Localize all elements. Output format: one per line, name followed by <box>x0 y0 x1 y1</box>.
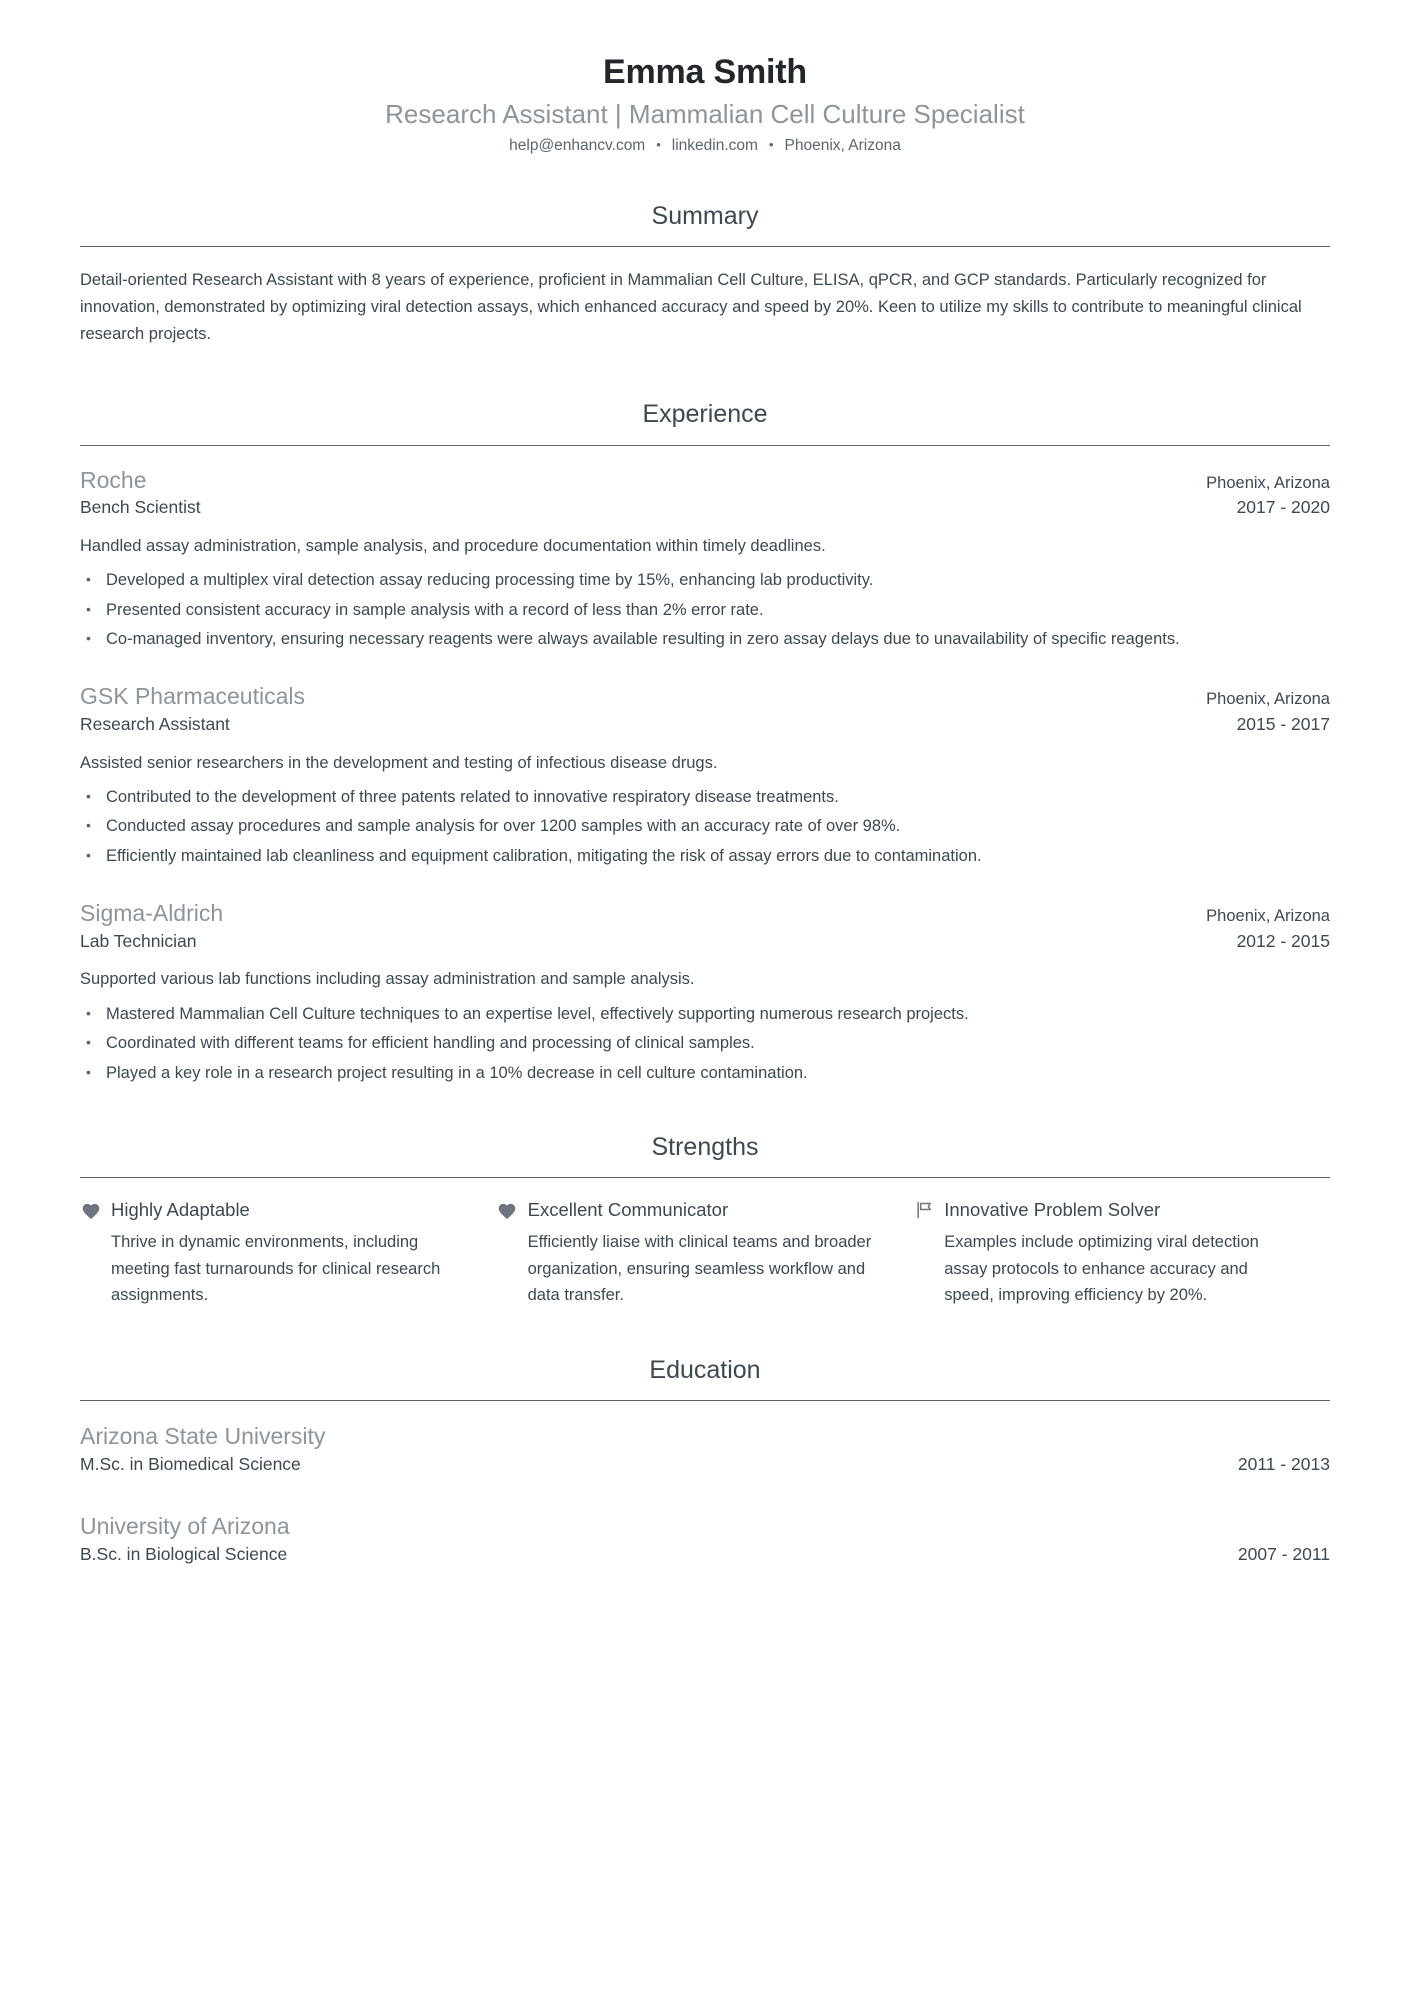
strength-item <box>497 1198 914 1308</box>
entry-bullet-list <box>80 1001 1330 1086</box>
strengths-grid <box>80 1198 1330 1308</box>
section-title-education: Education <box>649 1355 761 1384</box>
entry-role: Research Assistant <box>80 714 230 735</box>
strength-title: Excellent Communicator <box>527 1199 729 1221</box>
contact-location: Phoenix, Arizona <box>784 136 901 154</box>
entry-header-row <box>80 899 1330 929</box>
entry-location: Phoenix, Arizona <box>1206 907 1330 926</box>
experience-body <box>80 446 1330 1086</box>
professional-headline: Research Assistant | Mammalian Cell Culture Specialist <box>385 98 1025 129</box>
entry-role: Bench Scientist <box>80 497 201 518</box>
entry-bullet-list <box>80 567 1330 652</box>
education-row <box>80 1454 1330 1475</box>
resume-header <box>80 52 1330 155</box>
entry-subheader-row <box>80 712 1330 737</box>
entry-location: Phoenix, Arizona <box>1206 690 1330 709</box>
contact-separator-icon: • <box>768 137 774 153</box>
education-entry <box>80 1421 1330 1475</box>
strength-item <box>80 1198 497 1308</box>
list-item: • Coordinated with different teams for efficient handling and processing of clinical samples. <box>80 1030 1330 1056</box>
entry-dates: 2012 - 2015 <box>1236 931 1330 952</box>
summary-text: Detail-oriented Research Assistant with 8 years of experience, proficient in Mammalian Cell Culture, ELISA, qPCR, and GCP standards. Particularly recognized for innovation, demonstrated by optimizing viral detection assays, which enhanced accuracy and speed by 20%. Keen to utilize my skills to contribute to meaningful clinical research projects. <box>80 271 1302 343</box>
list-item: • Played a key role in a research project resulting in a 10% decrease in cell culture contamination. <box>80 1060 1330 1086</box>
strength-header <box>497 1198 874 1222</box>
strength-description: Efficiently liaise with clinical teams and broader organization, ensuring seamless workflow and data transfer. <box>527 1233 872 1305</box>
contact-separator-icon: • <box>656 137 661 153</box>
section-experience <box>80 399 1330 1086</box>
education-body <box>80 1401 1330 1565</box>
contact-linkedin[interactable]: linkedin.com <box>671 136 758 154</box>
contact-line <box>80 137 1330 155</box>
entry-role: Lab Technician <box>80 931 197 952</box>
strength-description: Thrive in dynamic environments, including meeting fast turnarounds for clinical research assignments. <box>111 1233 441 1305</box>
list-item: • Conducted assay procedures and sample analysis for over 1200 samples with an accuracy rate of over 98%. <box>80 813 1330 839</box>
flag-icon <box>913 1200 934 1221</box>
experience-entry <box>80 899 1330 1086</box>
education-row <box>80 1544 1330 1565</box>
entry-description: Handled assay administration, sample analysis, and procedure documentation within timely deadlines. <box>80 536 826 555</box>
heart-icon <box>497 1200 518 1221</box>
entry-header-row <box>80 466 1330 496</box>
section-summary <box>80 201 1330 347</box>
experience-entry <box>80 466 1330 653</box>
education-degree: M.Sc. in Biomedical Science <box>80 1453 301 1474</box>
entry-location: Phoenix, Arizona <box>1206 473 1330 492</box>
section-title-experience: Experience <box>642 400 768 429</box>
entry-bullet-list <box>80 784 1330 869</box>
strength-title: Highly Adaptable <box>111 1199 250 1221</box>
section-strengths <box>80 1132 1330 1308</box>
education-dates: 2011 - 2013 <box>1237 1453 1330 1474</box>
entry-description: Supported various lab functions including assay administration and sample analysis. <box>80 970 695 989</box>
education-entry <box>80 1511 1330 1565</box>
section-title-strengths: Strengths <box>651 1133 759 1162</box>
education-school: Arizona State University <box>80 1422 326 1449</box>
entry-company: GSK Pharmaceuticals <box>80 683 305 710</box>
list-item: • Efficiently maintained lab cleanliness and equipment calibration, mitigating the risk of assay errors due to contamination. <box>80 843 1330 869</box>
section-education <box>80 1355 1330 1565</box>
page-title: Emma Smith <box>603 53 807 91</box>
strength-header <box>913 1198 1290 1222</box>
section-title-summary: Summary <box>651 201 759 230</box>
entry-company: Sigma-Aldrich <box>80 900 224 927</box>
list-item: • Contributed to the development of three patents related to innovative respiratory disease treatments. <box>80 784 1330 810</box>
strength-description: Examples include optimizing viral detection assay protocols to enhance accuracy and speed, improving efficiency by 20%. <box>944 1233 1259 1305</box>
strength-title: Innovative Problem Solver <box>944 1199 1161 1221</box>
contact-email[interactable]: help@enhancv.com <box>509 136 646 154</box>
experience-entry <box>80 682 1330 869</box>
strengths-body <box>80 1178 1330 1308</box>
entry-description: Assisted senior researchers in the development and testing of infectious disease drugs. <box>80 753 718 772</box>
education-dates: 2007 - 2011 <box>1237 1543 1330 1564</box>
summary-body <box>80 247 1330 347</box>
heart-icon <box>80 1200 101 1221</box>
education-school: University of Arizona <box>80 1512 290 1539</box>
entry-subheader-row <box>80 929 1330 954</box>
list-item: • Co-managed inventory, ensuring necessary reagents were always available resulting in zero assay delays due to unavailability of specific reagents. <box>80 626 1330 652</box>
entry-subheader-row <box>80 495 1330 520</box>
education-degree: B.Sc. in Biological Science <box>80 1543 288 1564</box>
list-item: • Presented consistent accuracy in sample analysis with a record of less than 2% error rate. <box>80 597 1330 623</box>
entry-company: Roche <box>80 466 147 493</box>
entry-dates: 2017 - 2020 <box>1236 497 1330 518</box>
strength-item <box>913 1198 1330 1308</box>
entry-header-row <box>80 682 1330 712</box>
list-item: • Developed a multiplex viral detection assay reducing processing time by 15%, enhancing lab productivity. <box>80 567 1330 593</box>
entry-dates: 2015 - 2017 <box>1236 714 1330 735</box>
list-item: • Mastered Mammalian Cell Culture techniques to an expertise level, effectively supporting numerous research projects. <box>80 1001 1330 1027</box>
strength-header <box>80 1198 457 1222</box>
